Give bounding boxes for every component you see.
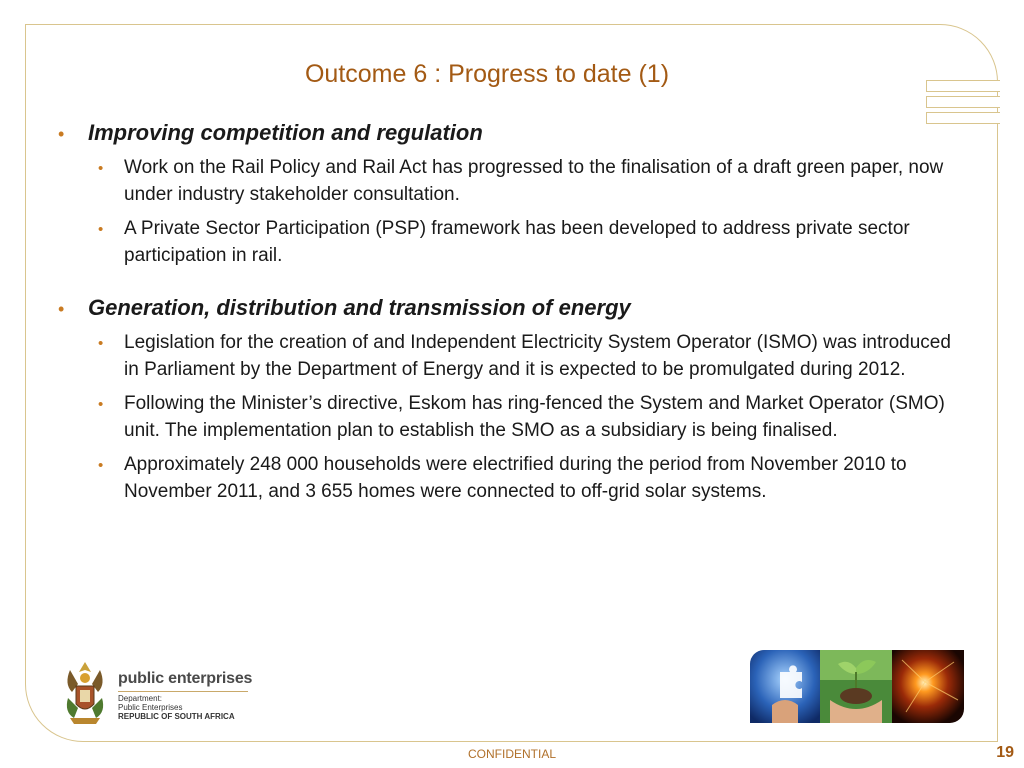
list-item-text: Approximately 248 000 households were electrified during the period from November 2010 to November 2011, and 3 655 homes were connected to off-grid solar systems. — [124, 454, 907, 502]
section-heading: Improving competition and regulation — [88, 120, 483, 145]
bullet-icon: • — [98, 335, 104, 352]
bullet-icon: • — [98, 221, 104, 238]
list-item — [98, 329, 968, 383]
page-number: 19 — [996, 744, 1014, 761]
puzzle-hands-photo — [750, 650, 820, 723]
logo-line-1: Department: — [118, 694, 163, 703]
list-item — [98, 451, 968, 505]
list-item-text: Legislation for the creation of and Independent Electricity System Operator (ISMO) was introduced in Parliament by the Department of Energy and it is expected to be promulgated during 2012. — [124, 332, 951, 380]
section-heading: Generation, distribution and transmission of energy — [88, 295, 631, 320]
logo-divider — [118, 691, 248, 692]
list-item-text: A Private Sector Participation (PSP) framework has been developed to address private sector participation in rail. — [124, 218, 910, 266]
logo-department — [118, 694, 235, 721]
list-item — [98, 154, 968, 208]
list-item-text: Work on the Rail Policy and Rail Act has progressed to the finalisation of a draft green paper, now under industry stakeholder consultation. — [124, 157, 944, 205]
energy-burst-photo — [892, 650, 964, 723]
slide-title: Outcome 6 : Progress to date (1) — [304, 60, 670, 88]
bullet-icon: • — [58, 124, 65, 144]
list-item-text: Following the Minister’s directive, Eskom has ring-fenced the System and Market Operator (SMO) unit. The implementation plan to establish the SMO as a subsidiary is being finalised. — [124, 393, 945, 441]
logo-name: public enterprises — [118, 670, 253, 687]
bullet-icon: • — [58, 299, 65, 319]
seedling-hands-photo — [820, 650, 892, 723]
coat-of-arms-icon — [60, 658, 110, 726]
section-heading-row — [58, 295, 968, 321]
bullet-icon: • — [98, 160, 104, 177]
slide-content — [58, 120, 968, 531]
deco-line — [926, 96, 1000, 108]
section-energy — [58, 295, 968, 505]
photo-strip — [750, 650, 964, 723]
section-competition — [58, 120, 968, 269]
section-heading-row — [58, 120, 968, 146]
list-item — [98, 215, 968, 269]
bullet-icon: • — [98, 457, 104, 474]
bullet-icon: • — [98, 396, 104, 413]
department-logo — [60, 658, 290, 728]
confidential-label: CONFIDENTIAL — [467, 747, 556, 761]
logo-line-2: Public Enterprises — [118, 703, 183, 712]
list-item — [98, 390, 968, 444]
logo-line-3: REPUBLIC OF SOUTH AFRICA — [118, 712, 235, 721]
